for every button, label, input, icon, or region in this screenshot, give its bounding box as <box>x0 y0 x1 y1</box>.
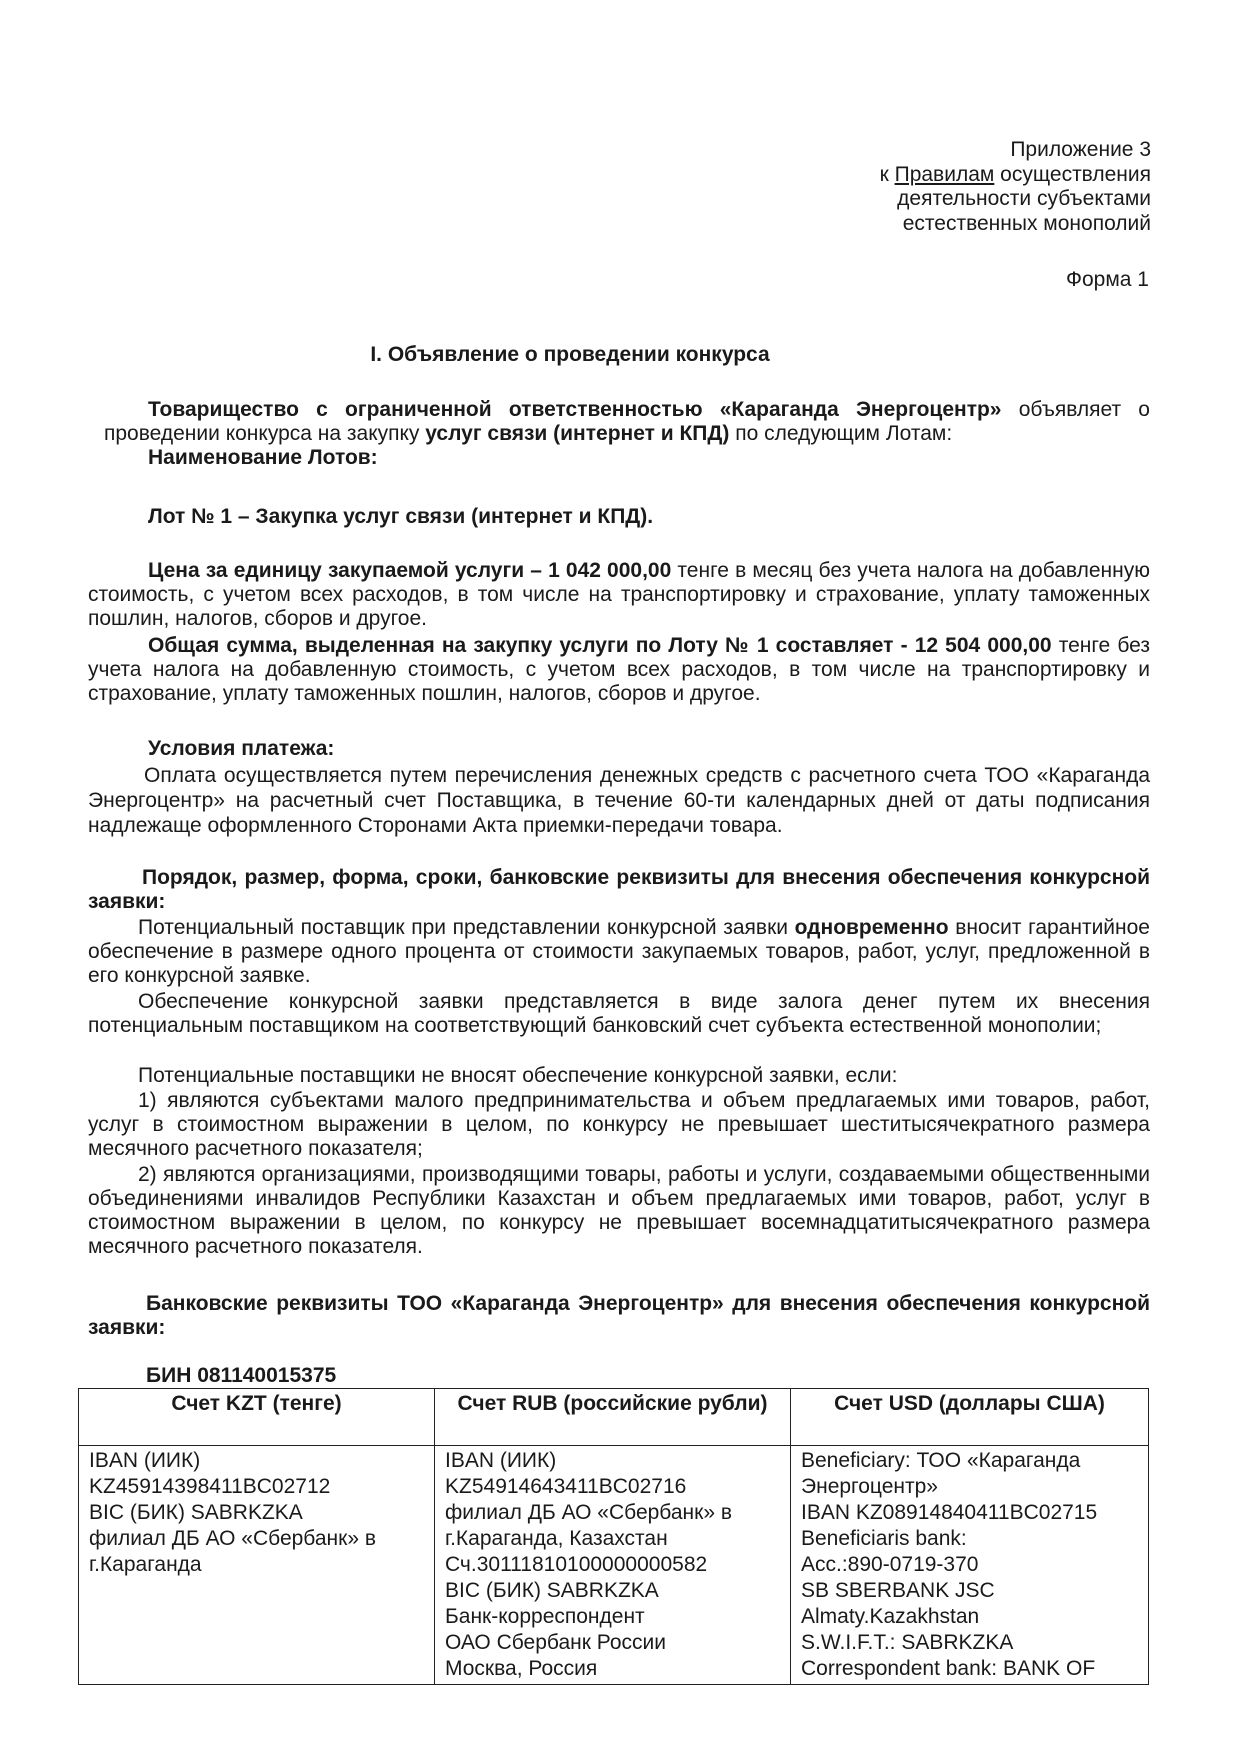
bin-number: БИН 081140015375 <box>146 1364 337 1387</box>
appendix-number: Приложение 3 <box>1010 138 1151 161</box>
column-header-kzt: Счет KZT (тенге) <box>79 1389 435 1446</box>
kzt-account-cell <box>79 1446 435 1685</box>
bank-requisites-table <box>78 1388 1149 1685</box>
usd-line: S.W.I.F.T.: SABRKZKA <box>801 1631 1014 1654</box>
page-title: I. Объявление о проведении конкурса <box>370 343 770 366</box>
security-p1: Потенциальный поставщик при представлении конкурсной заявки одновременно вносит гарантийное обеспечение в размере одного процента от стоимости закупаемых товаров, работ, услуг, предложенной в его конкурсной заявке. <box>88 916 1150 987</box>
intro-paragraph: Товарищество с ограниченной ответственностью «Караганда Энергоцентр» объявляет о проведении конкурса на закупку услуг связи (интернет и КПД) по следующим Лотам: <box>104 398 1150 445</box>
usd-line: Almaty.Kazakhstan <box>801 1605 980 1628</box>
usd-line: Beneficiary: ТОО «Караганда Энергоцентр» <box>801 1449 1081 1498</box>
price-paragraph: Цена за единицу закупаемой услуги – 1 042 000,00 тенге в месяц без учета налога на добавленную стоимость, с учетом всех расходов, в том числе на транспортировку и страхование, уплату таможенных пошлин, налогов, сборов и другое. <box>88 559 1150 630</box>
payment-text: Оплата осуществляется путем перечисления денежных средств с расчетного счета ТОО «Караганда Энергоцентр» на расчетный счет Поставщика, в течение 60-ти календарных дней от даты подписания надлежаще оформленного Сторонами Акта приемки-передачи товара. <box>88 764 1150 837</box>
usd-line: SB SBERBANK JSC <box>801 1579 995 1602</box>
usd-line: Beneficiaris bank: <box>801 1527 967 1550</box>
appendix-line-3: деятельности субъектами <box>897 187 1151 210</box>
security-p3: Потенциальные поставщики не вносят обеспечение конкурсной заявки, если: <box>138 1064 898 1087</box>
rub-line: филиал ДБ АО «Сбербанк» в г.Караганда, Казахстан <box>445 1501 732 1550</box>
total-paragraph: Общая сумма, выделенная на закупку услуги по Лоту № 1 составляет - 12 504 000,00 тенге без учета налога на добавленную стоимость, с учетом всех расходов, в том числе на транспортировку и страхование, уплату таможенных пошлин, налогов, сборов и другое. <box>88 634 1151 705</box>
rub-line: ОАО Сбербанк России <box>445 1631 666 1654</box>
total-label: Общая сумма, выделенная на закупку услуги по Лоту № 1 составляет - 12 504 000,00 <box>148 634 1052 657</box>
table-header-row <box>79 1389 1149 1446</box>
service-name: услуг связи (интернет и КПД) <box>425 422 730 445</box>
rub-line: BIC (БИК) SABRKZKA <box>445 1579 659 1602</box>
column-header-rub: Счет RUB (российские рубли) <box>435 1389 791 1446</box>
payment-heading: Условия платежа: <box>148 737 335 760</box>
rub-line: Сч.30111810100000000582 <box>445 1553 708 1576</box>
table-row <box>79 1446 1149 1685</box>
kzt-line: KZ45914398411BC02712 <box>89 1475 331 1498</box>
lot-title: Лот № 1 – Закупка услуг связи (интернет и КПД). <box>148 505 654 528</box>
usd-line: Acc.:890-0719-370 <box>801 1553 979 1576</box>
security-p5: 2) являются организациями, производящими товары, работы и услуги, создаваемыми общественными объединениями инвалидов Республики Казахстан и объем предлагаемых ими товаров, работ, услуг в стоимостном выражении в целом, по конкурсу не превышает восемнадцатитысячекратного размера месячного расчетного показателя. <box>88 1163 1150 1258</box>
appendix-line-4: естественных монополий <box>902 211 1151 235</box>
form-number: Форма 1 <box>1066 268 1149 291</box>
company-name: Товарищество с ограниченной ответственностью «Караганда Энергоцентр» <box>148 398 1002 421</box>
rub-line: Москва, Россия <box>445 1657 598 1680</box>
rub-line: Банк-корреспондент <box>445 1605 645 1628</box>
security-p1-emphasis: одновременно <box>794 916 949 939</box>
security-heading: Порядок, размер, форма, сроки, банковские реквизиты для внесения обеспечения конкурсной заявки: <box>88 866 1150 913</box>
usd-account-cell <box>791 1446 1149 1685</box>
kzt-line: филиал ДБ АО «Сбербанк» в г.Караганда <box>89 1527 376 1576</box>
appendix-header <box>731 138 1151 236</box>
usd-line: Correspondent bank: BANK OF <box>801 1657 1096 1680</box>
rub-line: IBAN (ИИК) <box>445 1449 557 1472</box>
bank-heading: Банковские реквизиты ТОО «Караганда Энергоцентр» для внесения обеспечения конкурсной заявки: <box>88 1292 1150 1339</box>
security-p4: 1) являются субъектами малого предпринимательства и объем предлагаемых ими товаров, работ, услуг в стоимостном выражении в целом, по конкурсу не превышает шеститысячекратного размера месячного расчетного показателя; <box>88 1089 1150 1160</box>
kzt-line: IBAN (ИИК) <box>89 1449 201 1472</box>
rub-line: KZ54914643411BC02716 <box>445 1475 687 1498</box>
rub-account-cell <box>435 1446 791 1685</box>
column-header-usd: Счет USD (доллары США) <box>791 1389 1149 1446</box>
lots-heading: Наименование Лотов: <box>148 446 378 469</box>
appendix-rules-line: к Правилам осуществления <box>879 162 1151 186</box>
rules-link[interactable]: Правилам <box>894 162 995 186</box>
kzt-line: BIC (БИК) SABRKZKA <box>89 1501 303 1524</box>
security-p2: Обеспечение конкурсной заявки представляется в виде залога денег путем их внесения потенциальным поставщиком на соответствующий банковский счет субъекта естественной монополии; <box>88 990 1150 1037</box>
price-label: Цена за единицу закупаемой услуги – 1 042 000,00 <box>148 559 672 582</box>
usd-line: IBAN KZ08914840411BC02715 <box>801 1501 1098 1524</box>
